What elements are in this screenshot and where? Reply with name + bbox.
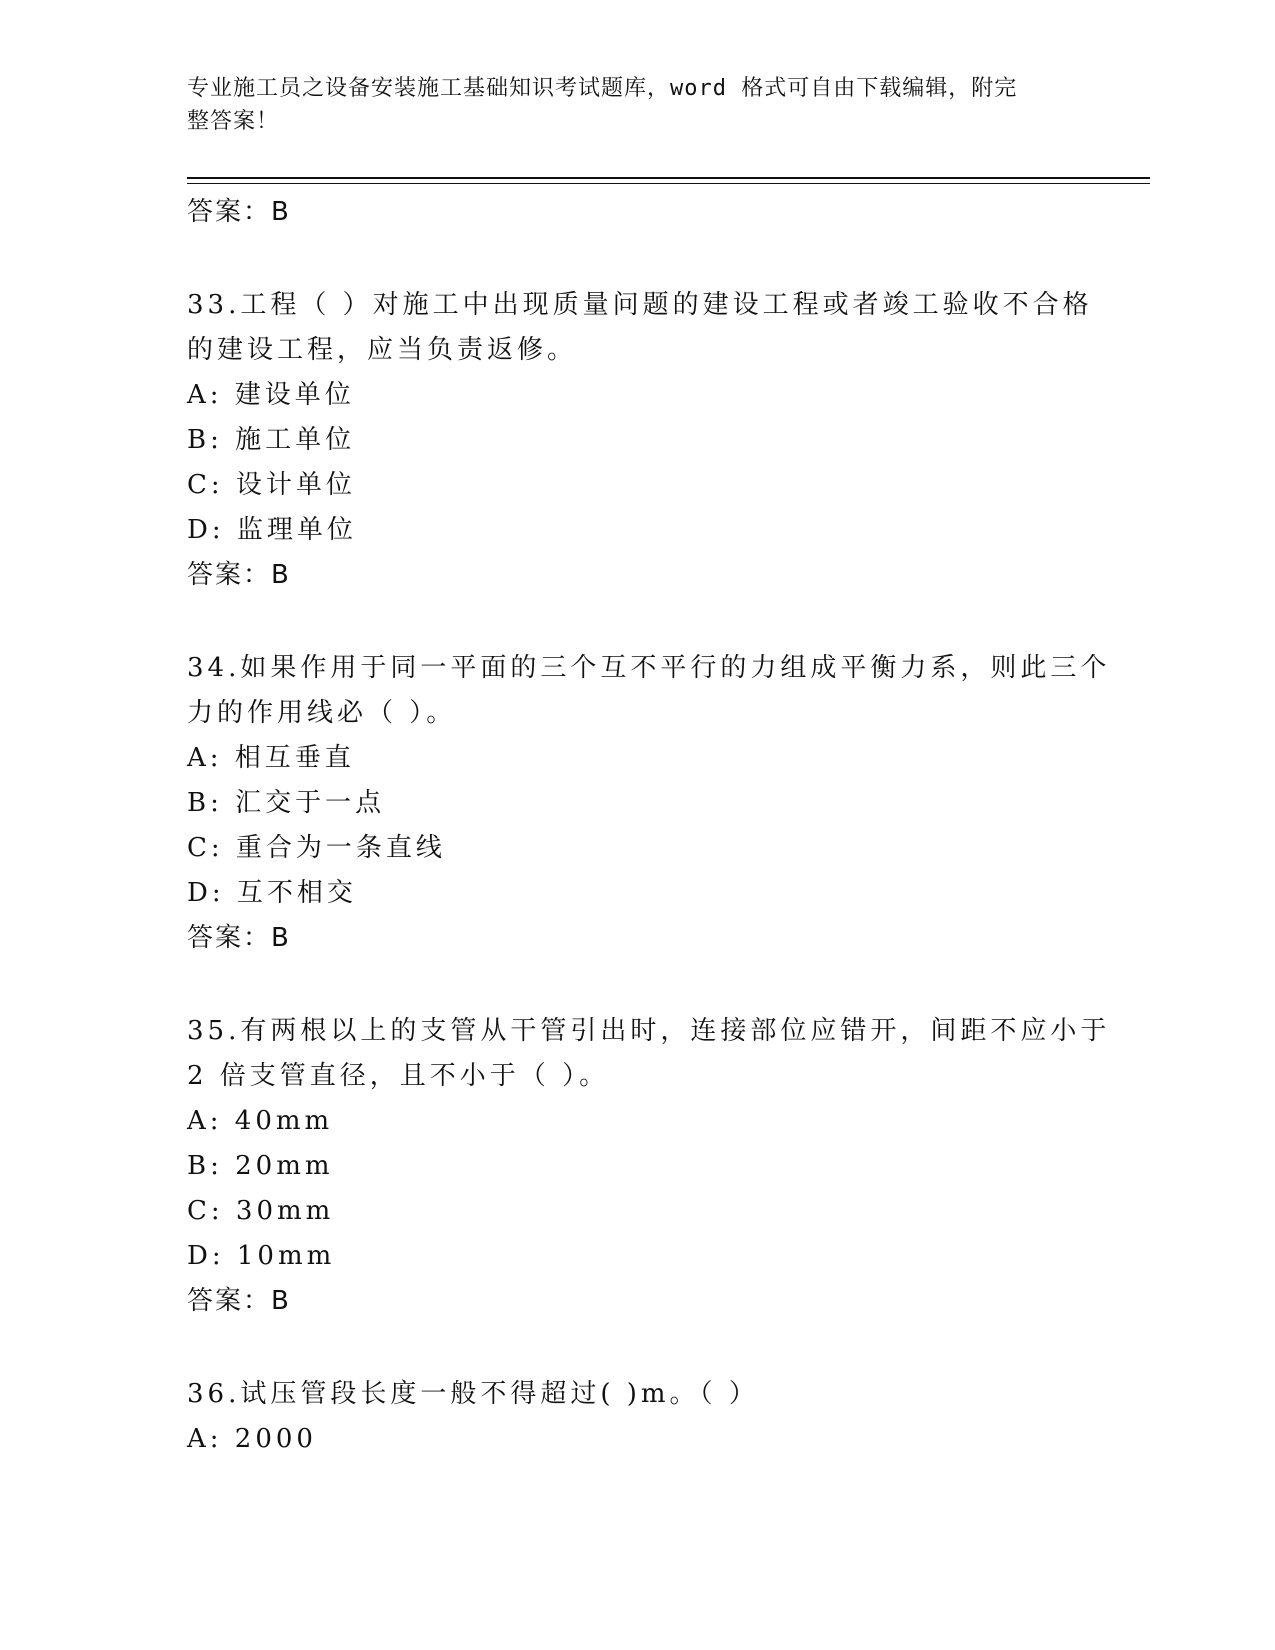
answer-line: 答案：B	[187, 560, 291, 590]
header-line-2: 整答案！	[187, 109, 280, 134]
option-d: D: 10mm	[187, 1241, 336, 1271]
question-stem: 36.试压管段长度一般不得超过( )m。（ ）	[187, 1379, 759, 1409]
question-block-36	[187, 1372, 1087, 1462]
question-stem: 34.如果作用于同一平面的三个互不平行的力组成平衡力系，则此三个	[187, 653, 1111, 683]
answer-line: 答案：B	[187, 1286, 291, 1316]
option-a: A: 40mm	[187, 1106, 334, 1136]
option-d: D: 监理单位	[187, 515, 357, 545]
header-line-1: 专业施工员之设备安装施工基础知识考试题库，word 格式可自由下载编辑，附完	[187, 76, 1018, 101]
question-list	[187, 190, 1111, 1462]
option-c: C: 30mm	[187, 1196, 335, 1226]
header-divider-thin	[187, 183, 1150, 184]
question-stem: 力的作用线必（ ）。	[187, 698, 457, 728]
question-stem: 35.有两根以上的支管从干管引出时，连接部位应错开，间距不应小于	[187, 1016, 1111, 1046]
header-divider-thick	[187, 177, 1150, 179]
option-c: C: 设计单位	[187, 470, 356, 500]
question-block-33	[187, 283, 1093, 598]
option-d: D: 互不相交	[187, 878, 357, 908]
question-block-35	[187, 1009, 1111, 1324]
question-stem: 33.工程（ ）对施工中出现质量问题的建设工程或者竣工验收不合格	[187, 290, 1093, 320]
answer-line: 答案：B	[187, 197, 291, 227]
option-b: B: 20mm	[187, 1151, 334, 1181]
question-stem: 的建设工程，应当负责返修。	[187, 335, 578, 365]
option-b: B: 汇交于一点	[187, 788, 386, 818]
answer-line: 答案：B	[187, 923, 291, 953]
option-a: A: 建设单位	[187, 380, 355, 410]
option-c: C: 重合为一条直线	[187, 833, 446, 863]
document-header	[187, 72, 1067, 138]
option-a: A: 2000	[187, 1424, 317, 1454]
question-stem: 2 倍支管直径，且不小于（ ）。	[187, 1061, 610, 1091]
option-a: A: 相互垂直	[187, 743, 355, 773]
question-block-34	[187, 646, 1111, 961]
option-b: B: 施工单位	[187, 425, 356, 455]
